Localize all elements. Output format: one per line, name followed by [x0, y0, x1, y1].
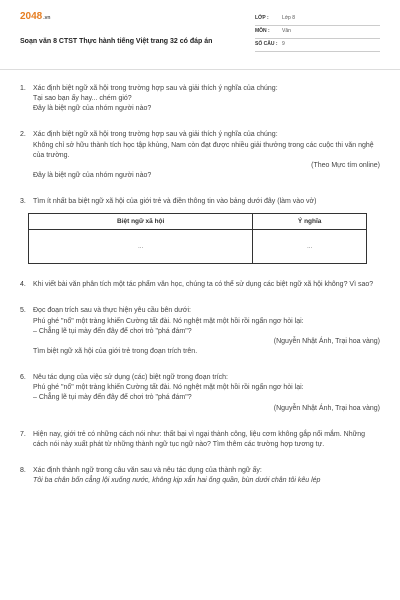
document-header	[0, 0, 400, 70]
page-title: Soạn văn 8 CTST Thực hành tiếng Việt trang 32 có đáp án	[20, 37, 213, 45]
meta-row-count: SỐ CÂU : 9	[255, 39, 380, 52]
question-1: 1. Xác định biệt ngữ xã hội trong trường hợp sau và giải thích ý nghĩa của chúng: Tại sao bạn ấy hay... chém gió? Đây là biệt ngữ của nhóm người nào?	[20, 85, 278, 113]
table-cell: ...	[253, 230, 367, 264]
meta-info	[255, 13, 380, 52]
question-list	[0, 70, 400, 486]
question-8: 8. Xác định thành ngữ trong câu văn sau và nêu tác dụng của thành ngữ ấy: Tôi ba chân bốn cẳng lội xuống nước, không kịp xắn hai ống quần, bùn dưới chân tôi kêu lép	[20, 466, 321, 485]
table-header-term: Biệt ngữ xã hội	[29, 214, 253, 230]
question-6: 6. Nêu tác dụng của việc sử dụng (các) biệt ngữ trong đoạn trích: Phú ghé "nổ" một tràng khiến Cường tất đài. Nó nghệt mặt một hồi rồi ngẩn ngơ hỏi lại: – Chẳng lẽ tụi mày đến đây để chơi trò "phá đám"? (Nguyễn Nhật Ánh, Trại hoa vàng)	[20, 374, 380, 412]
meta-row-subject: MÔN : Văn	[255, 26, 380, 39]
question-4: 4. Khi viết bài văn phân tích một tác phẩm văn học, chúng ta có thể sử dụng các biệt ngữ xã hội không? Vì sao?	[20, 281, 374, 289]
question-5: 5. Đọc đoạn trích sau và thực hiện yêu cầu bên dưới: Phú ghé "nổ" một tràng khiến Cường tất đài. Nó nghệt mặt một hồi rồi ngẩn ngơ hỏi lại: – Chẳng lẽ tụi mày đến đây để chơi trò "phá đám"? (Nguyễn Nhật Ánh, Trại hoa vàng) Tìm biệt ngữ xã hội của giới trẻ trong đoạn trích trên.	[20, 307, 380, 355]
question-7: 7. Hiện nay, giới trẻ có những cách nói như: thất bại vì ngại thành công, liệu cơm không gắp nổi mắm. Những cách nói này xuất phát từ những thành ngữ tục ngữ nào? Tìm thêm các trường hợp tương tự.	[20, 430, 366, 448]
table-header-meaning: Ý nghĩa	[253, 214, 367, 230]
question-3: 3. Tìm ít nhất ba biệt ngữ xã hội của giới trẻ và điền thông tin vào bảng dưới đây (làm vào vở) Biệt ngữ xã hội Ý nghĩa ... ...	[20, 197, 380, 264]
site-logo[interactable]: 2048.vn	[20, 11, 51, 22]
answer-table	[28, 213, 367, 264]
meta-row-class: LỚP : Lớp 8	[255, 13, 380, 26]
table-cell: ...	[29, 230, 253, 264]
question-2: 2. Xác định biệt ngữ xã hội trong trường hợp sau và giải thích ý nghĩa của chúng: Không chỉ sở hữu thành tích học tập khủng, Nam còn đạt được nhiều giải thưởng trong các cuộc thi văn nghệ của trường. (Theo Mực tím online) Đây là biệt ngữ của nhóm người nào?	[20, 131, 380, 179]
